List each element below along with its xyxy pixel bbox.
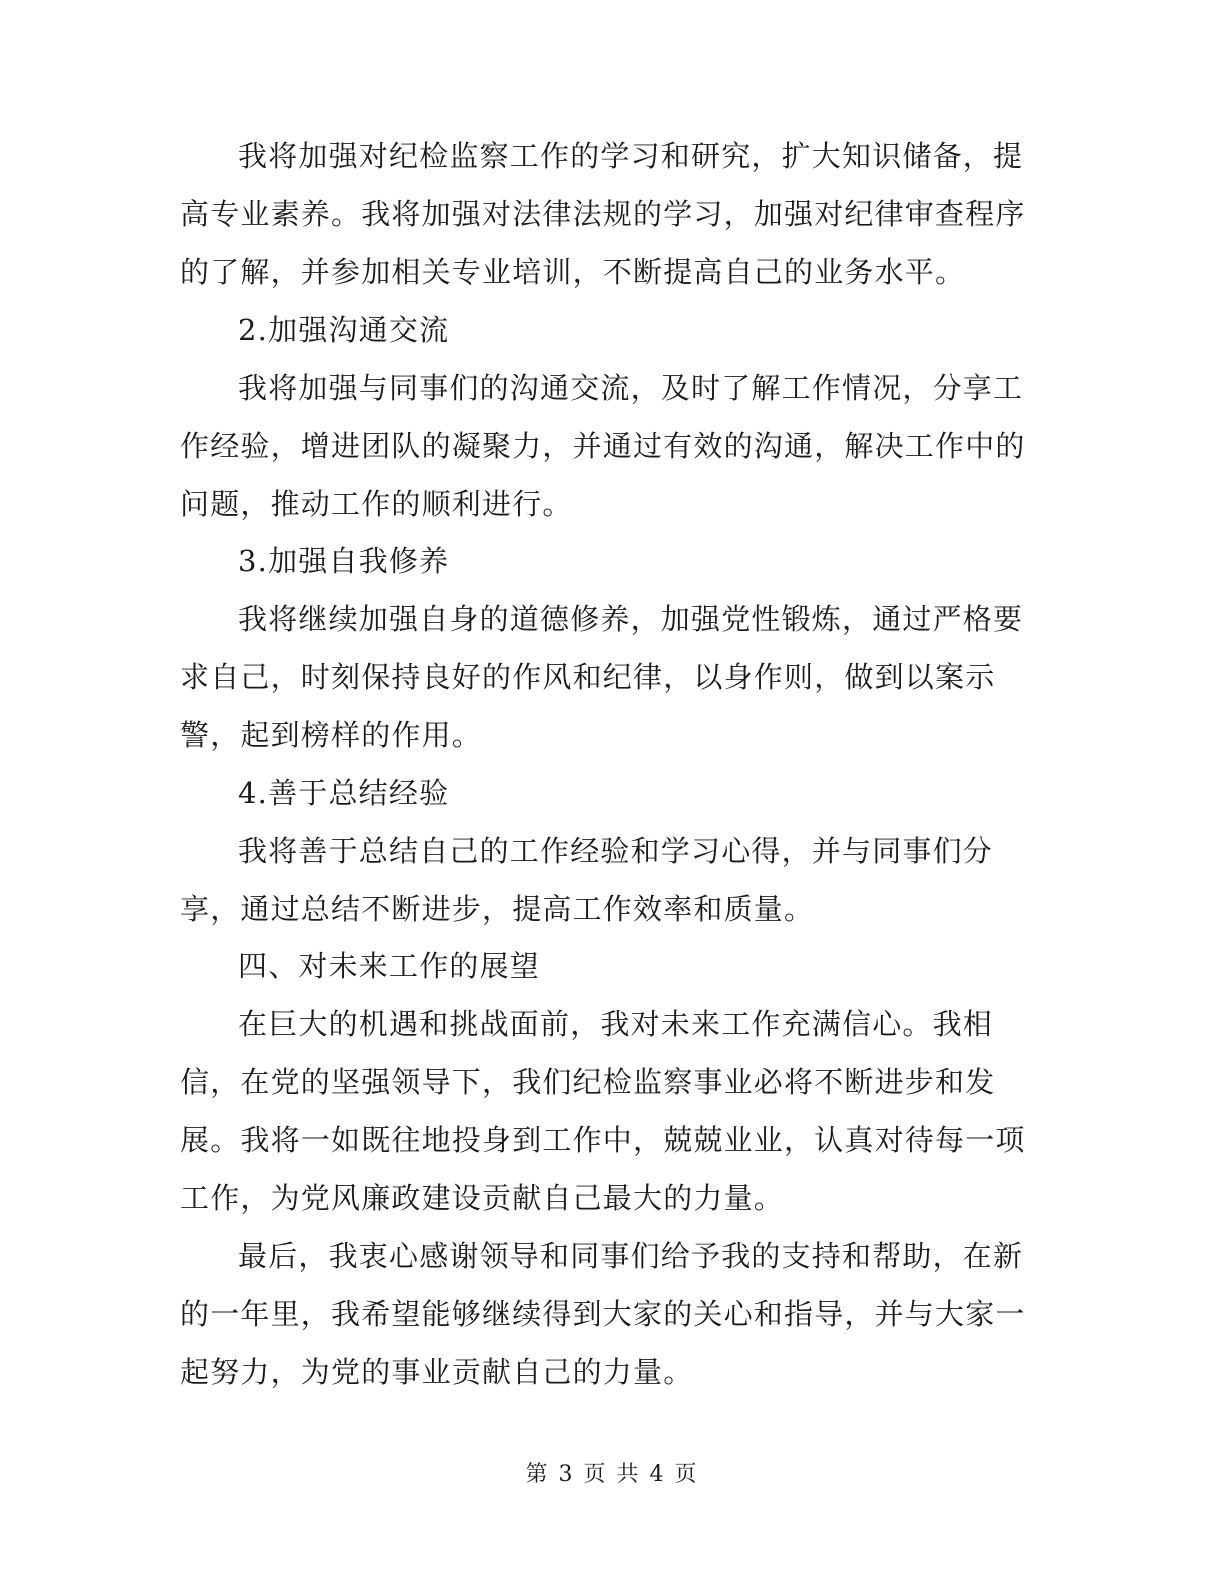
paragraph-5-line-1: 在巨大的机遇和挑战面前，我对未来工作充满信心。我相 (238, 1007, 994, 1041)
section-heading-3: 3.加强自我修养 (238, 544, 450, 578)
paragraph-6-line-1: 最后，我衷心感谢领导和同事们给予我的支持和帮助，在新 (238, 1239, 1024, 1273)
paragraph-2-line-3: 问题，推动工作的顺利进行。 (180, 487, 573, 521)
paragraph-4-line-1: 我将善于总结自己的工作经验和学习心得，并与同事们分 (238, 834, 994, 868)
section-heading-four: 四、对未来工作的展望 (238, 949, 541, 983)
section-heading-4: 4.善于总结经验 (238, 776, 450, 810)
paragraph-1-line-3: 的了解，并参加相关专业培训，不断提高自己的业务水平。 (180, 255, 966, 289)
paragraph-4-line-2: 享，通过总结不断进步，提高工作效率和质量。 (180, 892, 815, 926)
paragraph-1-line-2: 高专业素养。我将加强对法律法规的学习，加强对纪律审查程序 (180, 197, 1026, 231)
paragraph-1-line-1: 我将加强对纪检监察工作的学习和研究，扩大知识储备，提 (238, 139, 1024, 173)
paragraph-6-line-3: 起努力，为党的事业贡献自己的力量。 (180, 1355, 694, 1389)
paragraph-5-line-2: 信，在党的坚强领导下，我们纪检监察事业必将不断进步和发 (180, 1065, 996, 1099)
page-number-footer: 第 3 页 共 4 页 (525, 1462, 699, 1487)
paragraph-5-line-3: 展。我将一如既往地投身到工作中，兢兢业业，认真对待每一项 (180, 1123, 1026, 1157)
paragraph-2-line-1: 我将加强与同事们的沟通交流，及时了解工作情况，分享工 (238, 371, 1024, 405)
section-heading-2: 2.加强沟通交流 (238, 313, 450, 347)
paragraph-3-line-2: 求自己，时刻保持良好的作风和纪律，以身作则，做到以案示 (180, 660, 996, 694)
paragraph-6-line-2: 的一年里，我希望能够继续得到大家的关心和指导，并与大家一 (180, 1297, 1026, 1331)
paragraph-3-line-3: 警，起到榜样的作用。 (180, 718, 483, 752)
paragraph-2-line-2: 作经验，增进团队的凝聚力，并通过有效的沟通，解决工作中的 (180, 429, 1026, 463)
paragraph-5-line-4: 工作，为党风廉政建设贡献自己最大的力量。 (180, 1181, 785, 1215)
paragraph-3-line-1: 我将继续加强自身的道德修养，加强党性锻炼，通过严格要 (238, 602, 1024, 636)
